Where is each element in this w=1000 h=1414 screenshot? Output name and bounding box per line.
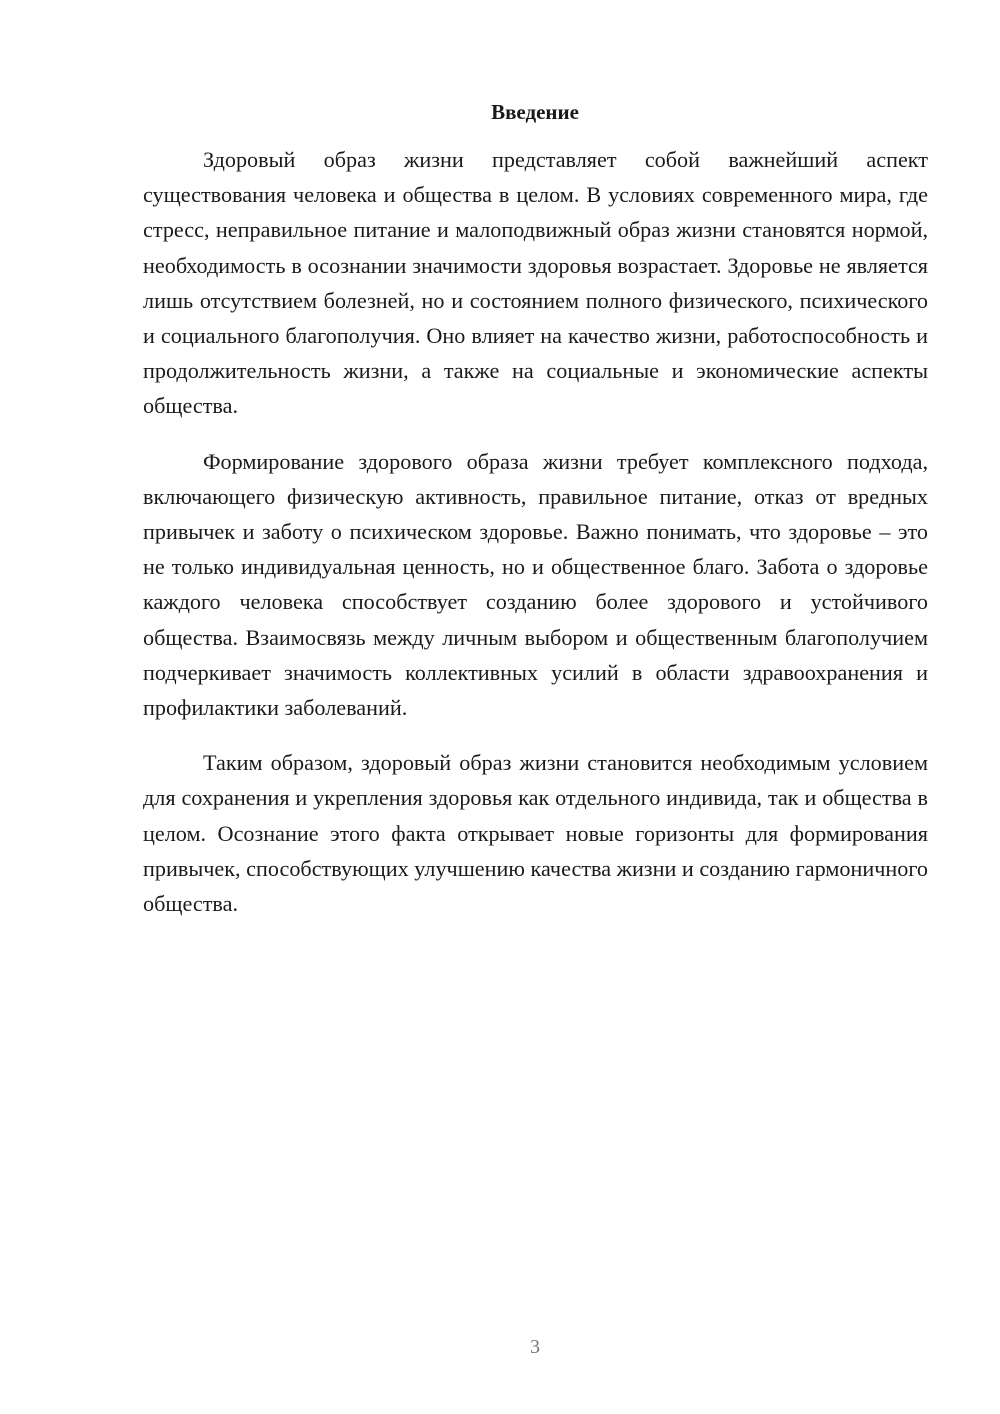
section-title: Введение — [491, 100, 579, 124]
document-body — [143, 142, 928, 941]
paragraph-2: Формирование здорового образа жизни требует комплексного подхода, включающего физическую активность, правильное питание, отказ от вредных привычек и заботу о психическом здоровье. Важно понимать, что здоровье – это не только индивидуальная ценность, но и общественное благо. Забота о здоровье каждого человека способствует созданию более здорового и устойчивого общества. Взаимосвязь между личным выбором и общественным благополучием подчеркивает значимость коллективных усилий в области здравоохранения и профилактики заболеваний. — [143, 448, 928, 721]
paragraph-3: Таким образом, здоровый образ жизни становится необходимым условием для сохранения и укрепления здоровья как отдельного индивида, так и общества в целом. Осознание этого факта открывает новые горизонты для формирования привычек, способствующих улучшению качества жизни и созданию гармоничного общества. — [143, 750, 928, 917]
paragraph-1: Здоровый образ жизни представляет собой важнейший аспект существования человека и общества в целом. В условиях современного мира, где стресс, неправильное питание и малоподвижный образ жизни становятся нормой, необходимость в осознании значимости здоровья возрастает. Здоровье не является лишь отсутствием болезней, но и состоянием полного физического, психического и социального благополучия. Оно влияет на качество жизни, работоспособность и продолжительность жизни, а также на социальные и экономические аспекты общества. — [143, 147, 928, 419]
page-number: 3 — [530, 1336, 540, 1358]
